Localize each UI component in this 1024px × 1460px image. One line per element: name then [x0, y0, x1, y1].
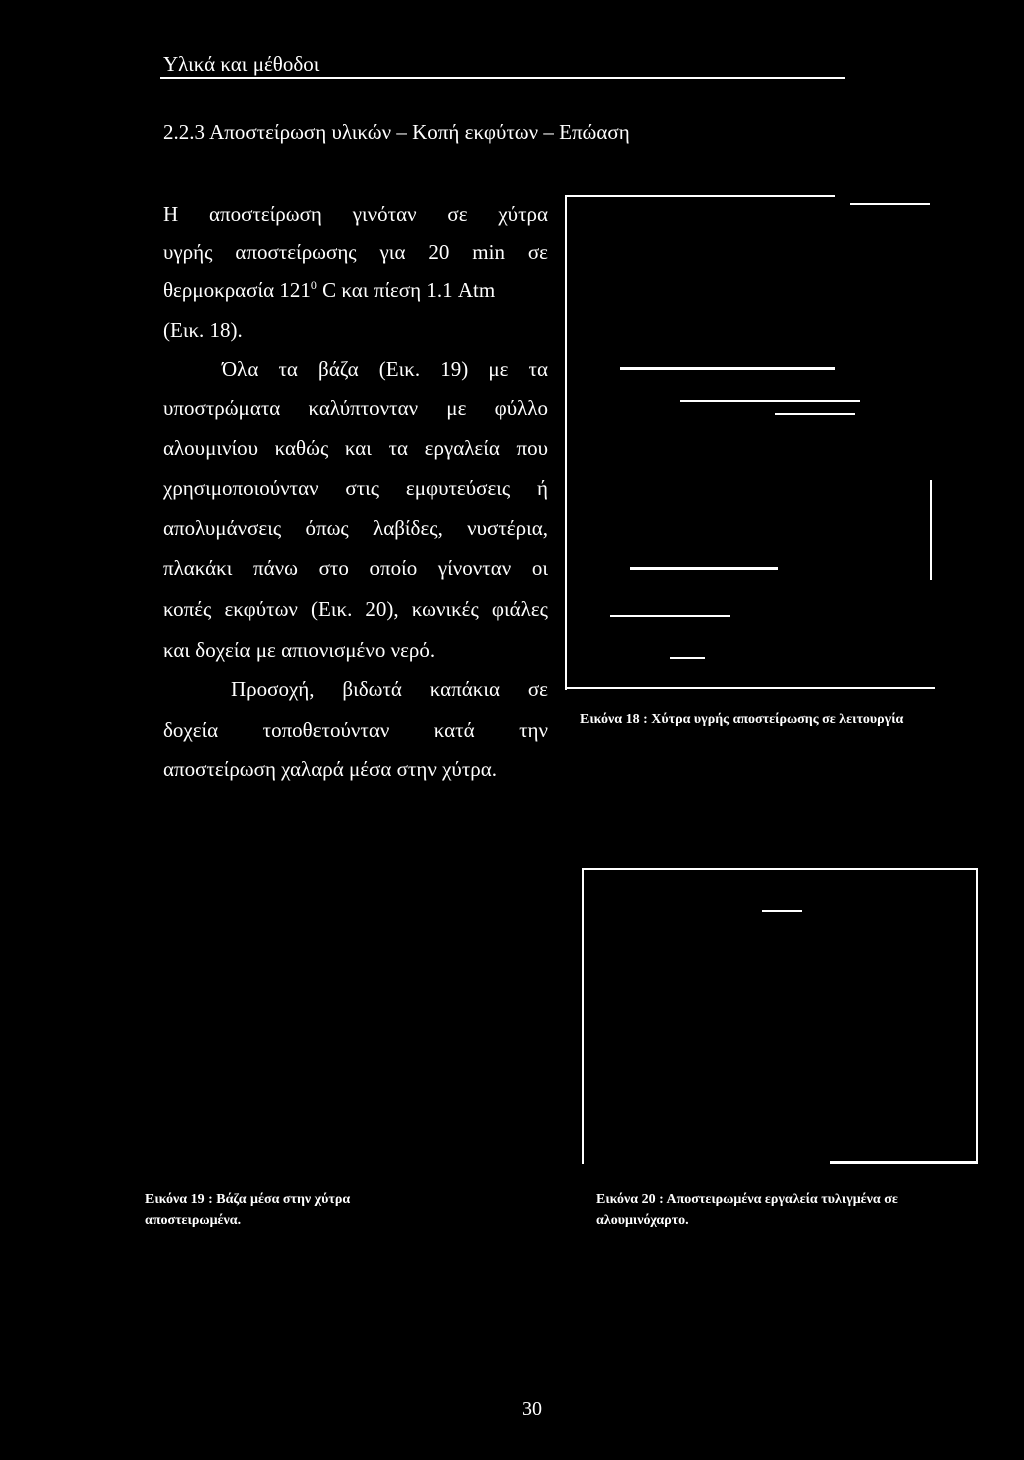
body-line: απολυμάνσεις όπως λαβίδες, νυστέρια,: [163, 516, 548, 540]
body-line: υγρής αποστείρωσης για 20 min σε: [163, 240, 548, 264]
photo-highlight: [670, 657, 705, 659]
figure-20-caption-line-1: Εικόνα 20 : Αποστειρωμένα εργαλεία τυλιγμένα σε: [596, 1192, 898, 1207]
figure-18-caption: Εικόνα 18 : Χύτρα υγρής αποστείρωσης σε λειτουργία: [580, 712, 904, 727]
body-line: κοπές εκφύτων (Εικ. 20), κωνικές φιάλες: [163, 597, 548, 621]
body-line: πλακάκι πάνω στο οποίο γίνονταν οι: [163, 556, 548, 580]
photo-edge-left: [565, 195, 567, 690]
photo-edge-right: [976, 868, 978, 1164]
photo-edge-bottom: [565, 687, 935, 689]
figure-20-caption-line-2: αλουμινόχαρτο.: [596, 1213, 689, 1228]
body-line-text: θερμοκρασία 121: [163, 278, 311, 302]
photo-edge-left: [582, 868, 584, 1164]
photo-edge-bottom: [830, 1161, 978, 1164]
body-line: [163, 278, 548, 303]
figure-18-photo: [565, 195, 935, 690]
body-line: και δοχεία με απιονισμένο νερό.: [163, 638, 436, 662]
photo-edge-right: [930, 480, 932, 580]
section-title: 2.2.3 Αποστείρωση υλικών – Κοπή εκφύτων – Επώαση: [163, 120, 630, 144]
body-line: Προσοχή, βιδωτά καπάκια σε: [231, 677, 548, 701]
temperature-rest: C και πίεση 1.1 Atm: [316, 278, 496, 302]
photo-edge-top: [582, 868, 978, 870]
photo-edge-top: [565, 195, 835, 197]
body-line: υποστρώματα καλύπτονταν με φύλλο: [163, 396, 548, 420]
photo-highlight: [630, 567, 778, 570]
body-line: αποστείρωση χαλαρά μέσα στην χύτρα.: [163, 757, 497, 781]
figure-19-20-photo: [582, 868, 978, 1164]
photo-highlight: [762, 910, 802, 912]
photo-highlight: [775, 413, 855, 415]
figure-19-caption-line-1: Εικόνα 19 : Βάζα μέσα στην χύτρα: [145, 1192, 351, 1207]
photo-highlight: [610, 615, 730, 617]
body-line: (Εικ. 18).: [163, 318, 243, 342]
photo-highlight: [680, 400, 860, 402]
body-line: αλουμινίου καθώς και τα εργαλεία που: [163, 436, 548, 460]
body-line: Όλα τα βάζα (Εικ. 19) με τα: [222, 357, 548, 381]
body-line: Η αποστείρωση γινόταν σε χύτρα: [163, 202, 548, 226]
body-line: χρησιμοποιούνταν στις εμφυτεύσεις ή: [163, 476, 548, 500]
header-rule: [160, 77, 845, 79]
running-header: Υλικά και μέθοδοι: [163, 52, 320, 76]
photo-highlight: [620, 367, 835, 370]
page-number: 30: [522, 1398, 542, 1420]
body-line: δοχεία τοποθετούνταν κατά την: [163, 718, 548, 742]
figure-19-caption-line-2: αποστειρωμένα.: [145, 1213, 242, 1228]
photo-highlight: [850, 203, 930, 205]
temperature-superscript: 0: [310, 278, 317, 292]
